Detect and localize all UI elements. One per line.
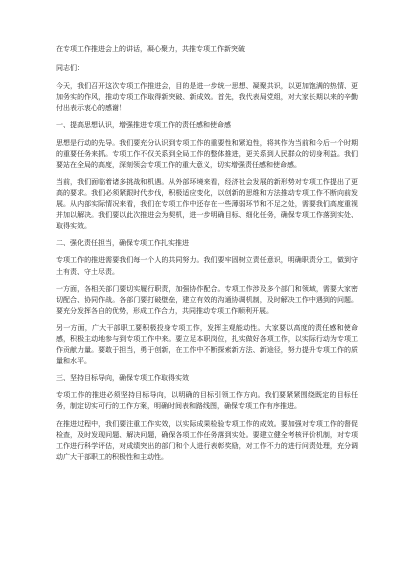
paragraph-7: 专项工作的推进必须坚持目标导向，以明确的目标引领工作方向。我们要紧紧围绕既定的目标任务，制定切实可行的工作方案，明确时间表和路线图，确保专项工作有序推进。 bbox=[56, 391, 358, 411]
paragraph-4: 专项工作的推进需要我们每一个人的共同努力。我们要牢固树立责任意识，明确职责分工，做到守土有责、守土尽责。 bbox=[56, 256, 358, 276]
section-heading-3: 三、坚持目标导向，确保专项工作取得实效 bbox=[56, 374, 189, 383]
paragraph-5: 一方面，各相关部门要切实履行职责，加强协作配合。专项工作涉及多个部门和领域，需要大家密切配合、协同作战。各部门要打破壁垒，建立有效的沟通协调机制，及时解决工作中遇到的问题。要充分发挥各自的优势，形成工作合力，共同推动专项工作顺利开展。 bbox=[56, 284, 358, 315]
paragraph-6: 另一方面，广大干部职工要积极投身专项工作，发挥主观能动性。大家要以高度的责任感和使命感，积极主动地参与到专项工作中来。要立足本职岗位，扎实做好各项工作，以实际行动为专项工作贡献力量。要敢于担当，勇于创新，在工作中不断探索新方法、新途径，努力提升专项工作的质量和水平。 bbox=[56, 323, 358, 366]
paragraph-2: 思想是行动的先导。我们要充分认识到专项工作的重要性和紧迫性，将其作为当前和今后一个时期的重要任务来抓。专项工作不仅关系到全局工作的整体推进，更关系到人民群众的切身利益。我们要站在全局的高度，深刻领会专项工作的重大意义，切实增强责任感和使命感。 bbox=[56, 138, 358, 169]
paragraph-8: 在推进过程中，我们要注重工作实效，以实际成果检验专项工作的成效。要加强对专项工作的督促检查，及时发现问题、解决问题，确保各项工作任务落到实处。要建立健全考核评价机制，对专项工作进行科学评估，对成绩突出的部门和个人进行表彰奖励，对工作不力的进行问责处理，充分调动广大干部职工的积极性和主动性。 bbox=[56, 419, 358, 461]
paragraph-3: 当前，我们面临着诸多挑战和机遇。从外部环境来看，经济社会发展的新形势对专项工作提出了更高的要求。我们必须紧跟时代步伐，积极适应变化，以创新的思维和方法推动专项工作不断向前发展。从内部实际情况来看，我们在专项工作中还存在一些薄弱环节和不足之处，需要我们高度重视并加以解决。我们要以此次推进会为契机，进一步明确目标、细化任务，确保专项工作落到实处、取得实效。 bbox=[56, 177, 358, 231]
document-title: 在专项工作推进会上的讲话，凝心聚力，共推专项工作新突破 bbox=[56, 45, 245, 53]
section-heading-1: 一、提高思想认识，增强推进专项工作的责任感和使命感 bbox=[56, 121, 231, 130]
salutation: 同志们： bbox=[56, 64, 84, 73]
paragraph-1: 今天，我们召开这次专项工作推进会，目的是进一步统一思想、凝聚共识，以更加饱满的热情、更加务实的作风，推动专项工作取得新突破、新成效。首先，我代表局党组，对大家长期以来的辛勤付出表示衷心的感谢！ bbox=[56, 82, 358, 113]
section-heading-2: 二、强化责任担当，确保专项工作扎实推进 bbox=[56, 239, 189, 248]
